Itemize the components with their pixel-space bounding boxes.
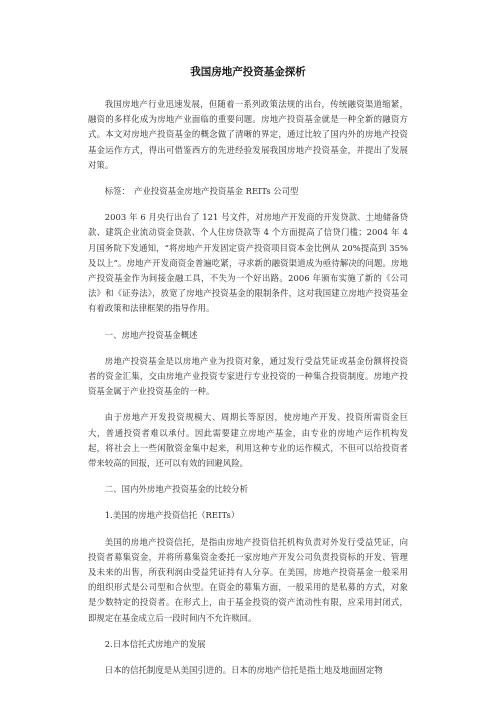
abstract-paragraph: 我国房地产行业迅速发展，但随着一系列政策法规的出台，传统融资渠道缩紧，融资的多样化成为房地产业面临的重要问题。房地产投资基金就是一种全新的融资方式。本文对房地产投资基金的概念做了清晰的界定，通过比较了国内外的房地产投资基金运作方式，得出可借鉴西方的先进经验发展我国房地产投资基金，并提出了发展对策。 [88,99,408,170]
subsection2-paragraph: 日本的信托制度是从美国引进的。日本的房地产信托是指土地及地面固定物 [104,665,383,676]
subsection2-heading: 2.日本信托式房地产的发展 [104,638,206,649]
subsection1-heading: 1.美国的房地产投资信托（REITs） [104,510,240,521]
keywords-line: 标签： 产业投资基金房地产投资基金 REITs 公司型 [104,186,299,197]
section1-paragraph-2: 由于房地产开发投资规模大、周期长等原因，使房地产开发、投资所需资金巨大，普通投资者难以承付。因此需要建立房地产基金，由专业的房地产运作机构发起，将社会上一些闲散资金集中起来，利用这种专业的运作模式，不但可以给投资者带来较高的回报，还可以有效的回避风险。 [88,412,408,469]
section2-heading: 二、国内外房地产投资基金的比较分析 [104,484,249,495]
intro-paragraph: 2003 年 6 月央行出台了 121 号文件，对房地产开发商的开发贷款、土地储备贷款、建筑企业流动资金贷款、个人住房贷款等 4 个方面提高了信贷门槛；2004 年 4 月国务院下发通知，“将房地产开发固定资产投资项目资本金比例从 20%提高到 35%及以上”。房地产开发商资金普遍吃紧，寻求新的融资渠道成为亟待解决的问题。房地产投资基金作为间接金融工具，不失为一个好出路。2006 年颁布实施了新的《公司法》和《证券法》，放宽了房地产投资基金的限制条件，这对我国建立房地产投资基金有着政策和法律框架的指导作用。 [88,212,408,314]
document-title: 我国房地产投资基金探析 [190,66,306,78]
subsection1-paragraph: 美国的房地产投资信托，是指由房地产投资信托机构负责对外发行受益凭证，向投资者募集资金，并将所募集资金委托一家房地产开发公司负责投资标的开发、管理及未来的出售，所获利润由受益凭证持有人分享。在美国，房地产投资基金一般采用的组织形式是公司型和合伙型。在资金的募集方面，一般采用的是私募的方式，对象是少数特定的投资者。在形式上，由于基金投资的资产流动性有限，应采用封闭式，即规定在基金成立后一段时间内不允许赎回。 [88,536,408,623]
section1-paragraph-1: 房地产投资基金是以房地产业为投资对象，通过发行受益凭证或基金份额将投资者的资金汇集，交由房地产业投资专家进行专业投资的一种集合投资制度。房地产投资基金属于产业投资基金的一种。 [88,355,408,397]
section1-heading: 一、房地产投资基金概述 [104,329,198,340]
